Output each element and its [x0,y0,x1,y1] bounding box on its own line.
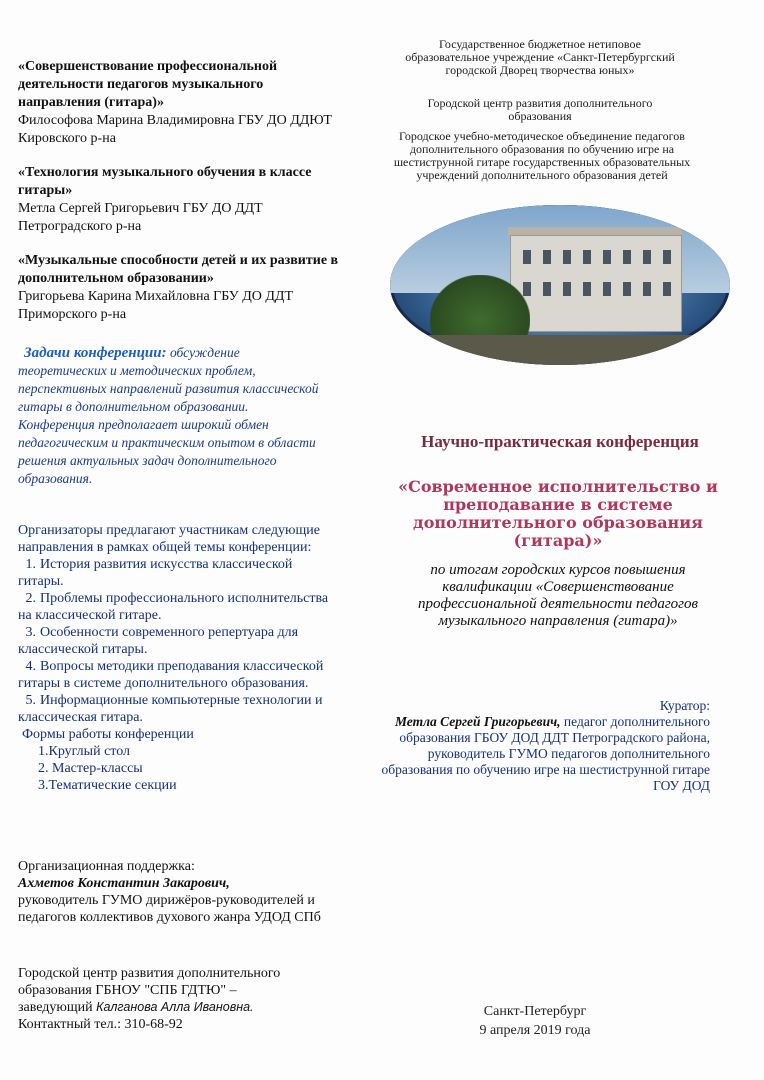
support-role: руководитель ГУМО дирижёров-руководителей и педагогов коллективов духового жанра УДОД СПб [18,893,321,925]
organizational-support [18,858,348,926]
list-item: 3.Тематические секции [38,778,177,793]
directions-section [18,522,338,794]
center-line2: заведующий Калганова Алла Ивановна. [18,1000,254,1015]
talk-1 [18,58,348,148]
talk-2 [18,164,348,236]
conference-title: Научно-практическая конференция [421,432,699,451]
center-head-name: Калганова Алла Ивановна. [96,1000,254,1014]
list-item: 2. Мастер-классы [38,761,143,776]
curator-block [380,698,710,794]
list-item: 2. Проблемы профессионального исполнительства на классической гитаре. [18,591,329,623]
curator-details [380,714,710,794]
footer [430,1002,640,1040]
talk-title: «Технология музыкального обучения в классе гитары» [18,165,312,198]
org-block-1: Государственное бюджетное нетиповое образовательное учреждение «Санкт-Петербургский городской Дворец творчества юных» [405,37,675,77]
talk-title: «Совершенствование профессиональной деятельности педагогов музыкального направления (гитара)» [18,59,278,110]
support-name: Ахметов Константин Закарович, [18,876,230,891]
forms-title: Формы работы конференции [22,727,194,742]
talk-3 [18,252,348,324]
tasks-text: обсуждение теоретических и методических проблем, перспективных направлений развития классической гитары в дополнительном образовании. Конференция предполагает широкий обмен педагогическим и практическим опытом в области решения актуальных задач дополнительного образования. [18,345,319,486]
support-label: Организационная поддержка: [18,859,195,874]
conference-theme: «Современное исполнительство и преподавание в системе дополнительного образования (гитара)» [398,477,718,550]
forms-list [18,743,338,794]
list-item: 1. История развития искусства классической гитары. [18,557,293,589]
tasks-lead: Задачи конференции: [24,345,167,361]
talk-author: Григорьева Карина Михайловна ГБУ ДО ДДТ Приморского р-на [18,289,294,322]
list-item: 4. Вопросы методики преподавания классической гитары в системе дополнительного образования. [18,659,324,691]
footer-city: Санкт-Петербург [483,1004,587,1019]
building-photo [390,205,730,365]
talk-title: «Музыкальные способности детей и их развитие в дополнительном образовании» [18,253,339,286]
development-center [18,965,348,1033]
curator-name: Метла Сергей Григорьевич, [394,714,561,729]
list-item: 1.Круглый стол [38,744,131,759]
center-line1: Городской центр развития дополнительного образования ГБНОУ "СПБ ГДТЮ" – [18,966,281,998]
directions-list [18,556,338,726]
org-block-2: Городской центр развития дополнительного образования [427,96,653,123]
contact-phone: Контактный тел.: 310-68-92 [18,1017,183,1032]
conference-subtitle: по итогам городских курсов повышения квалификации «Совершенствование профессиональной деятельности педагогов музыкального направления (гитара)» [417,562,699,629]
org-block-3: Городское учебно-методическое объединение педагогов дополнительного образования по обучению игре на шестиструнной гитаре государственных образовательных учреждений дополнительного образования детей [393,129,691,182]
curator-label: Куратор: [659,698,710,713]
conference-tasks [18,344,328,488]
list-item: 5. Информационные компьютерные технологии и классическая гитара. [18,693,323,725]
directions-intro: Организаторы предлагают участникам следующие направления в рамках общей темы конференции: [18,523,320,555]
list-item: 3. Особенности современного репертуара для классической гитары. [18,625,299,657]
talk-author: Метла Сергей Григорьевич ГБУ ДО ДДТ Петроградского р-на [18,201,263,234]
footer-date: 9 апреля 2019 года [479,1023,591,1038]
curator-text: педагог дополнительного образования ГБОУ ДОД ДДТ Петроградского района, руководитель ГУМО педагогов дополнительного образования по обучению игре на шестиструнной гитаре ГОУ ДОД [381,714,710,793]
talk-author: Философова Марина Владимировна ГБУ ДО ДДЮТ Кировского р-на [18,113,332,146]
